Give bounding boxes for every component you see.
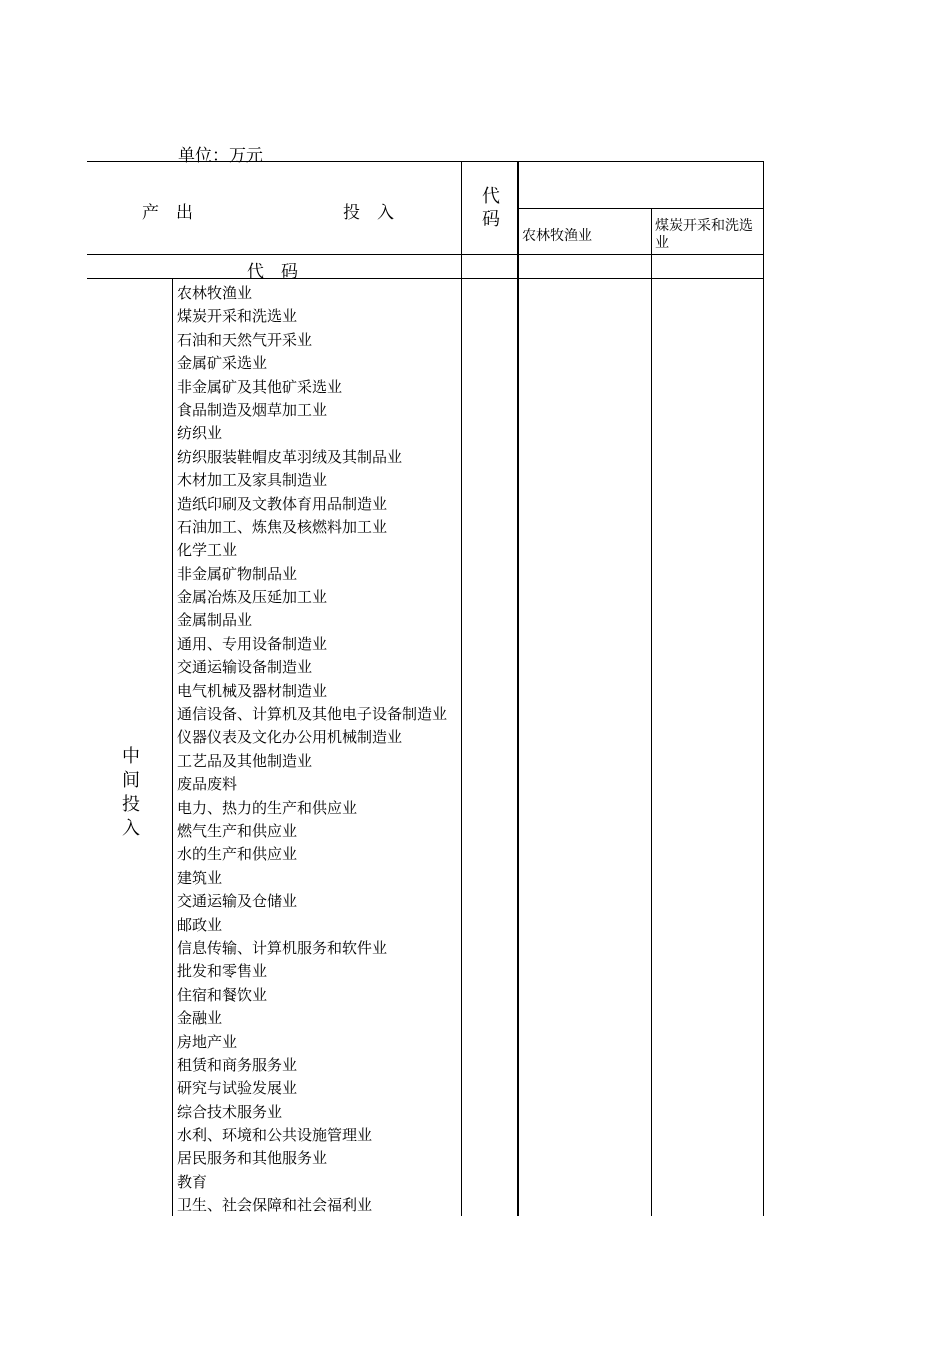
table-row: 教育 [177, 1172, 208, 1191]
table-row: 煤炭开采和洗选业 [177, 307, 298, 326]
table-row: 租赁和商务服务业 [177, 1055, 298, 1074]
section-label-intermediate-input: 中间投入 [122, 746, 140, 839]
code-row-bottom-rule [87, 278, 764, 279]
table-row: 居民服务和其他服务业 [177, 1149, 328, 1168]
table-row: 食品制造及烟草加工业 [177, 400, 328, 419]
table-row: 金属冶炼及压延加工业 [177, 588, 328, 607]
column-header-agriculture: 农林牧渔业 [522, 228, 592, 244]
table-row: 废品废料 [177, 775, 238, 794]
table-row: 卫生、社会保障和社会福利业 [177, 1196, 373, 1215]
table-row: 通信设备、计算机及其他电子设备制造业 [177, 705, 448, 724]
table-row: 石油加工、炼焦及核燃料加工业 [177, 517, 388, 536]
table-row: 农林牧渔业 [177, 284, 253, 302]
table-row: 房地产业 [177, 1032, 238, 1051]
table-row: 研究与试验发展业 [177, 1079, 298, 1098]
table-row: 纺织业 [177, 424, 223, 443]
table-row: 批发和零售业 [177, 962, 268, 981]
table-row: 综合技术服务业 [177, 1102, 283, 1121]
table-row: 通用、专用设备制造业 [177, 634, 328, 653]
unit-label: 单位：万元 [178, 146, 263, 166]
output-header: 产 出 [142, 203, 193, 223]
input-header: 投 入 [343, 203, 394, 223]
table-row: 仪器仪表及文化办公用机械制造业 [177, 728, 403, 747]
table-row: 非金属矿物制品业 [177, 564, 298, 583]
table-row: 非金属矿及其他矿采选业 [177, 377, 343, 396]
table-row: 纺织服装鞋帽皮革羽绒及其制品业 [177, 447, 403, 466]
table-row: 交通运输及仓储业 [177, 892, 298, 911]
table-row: 石油和天然气开采业 [177, 330, 313, 349]
table-row: 工艺品及其他制造业 [177, 751, 313, 770]
row-label-list [177, 282, 447, 1218]
column-header-coal-mining: 煤炭开采和洗选业 [655, 218, 753, 251]
table-row: 住宿和餐饮业 [177, 985, 268, 1004]
column-header-rule [518, 208, 764, 209]
top-rule [87, 161, 764, 162]
table-row: 信息传输、计算机服务和软件业 [177, 938, 388, 957]
table-row: 水的生产和供应业 [177, 845, 298, 864]
code-column-right-line [517, 161, 519, 1216]
table-row: 木材加工及家具制造业 [177, 471, 328, 490]
table-row: 造纸印刷及文教体育用品制造业 [177, 494, 388, 513]
column-separator-2 [763, 161, 764, 1216]
table-row: 邮政业 [177, 915, 223, 934]
column-separator-1 [651, 208, 652, 1216]
code-column-left-line [461, 161, 462, 1216]
section-separator-line [172, 279, 173, 1216]
table-row: 建筑业 [177, 868, 223, 887]
table-row: 交通运输设备制造业 [177, 658, 313, 677]
table-row: 金属制品业 [177, 611, 253, 630]
table-row: 化学工业 [177, 541, 238, 560]
table-row: 水利、环境和公共设施管理业 [177, 1126, 373, 1145]
code-row-label: 代 码 [247, 262, 298, 282]
code-header: 代码 [482, 186, 500, 230]
header-bottom-rule [87, 254, 764, 255]
table-row: 金融业 [177, 1009, 223, 1028]
table-row: 燃气生产和供应业 [177, 821, 298, 840]
table-row: 电气机械及器材制造业 [177, 681, 328, 700]
table-row: 金属矿采选业 [177, 354, 268, 373]
table-row: 电力、热力的生产和供应业 [177, 798, 358, 817]
